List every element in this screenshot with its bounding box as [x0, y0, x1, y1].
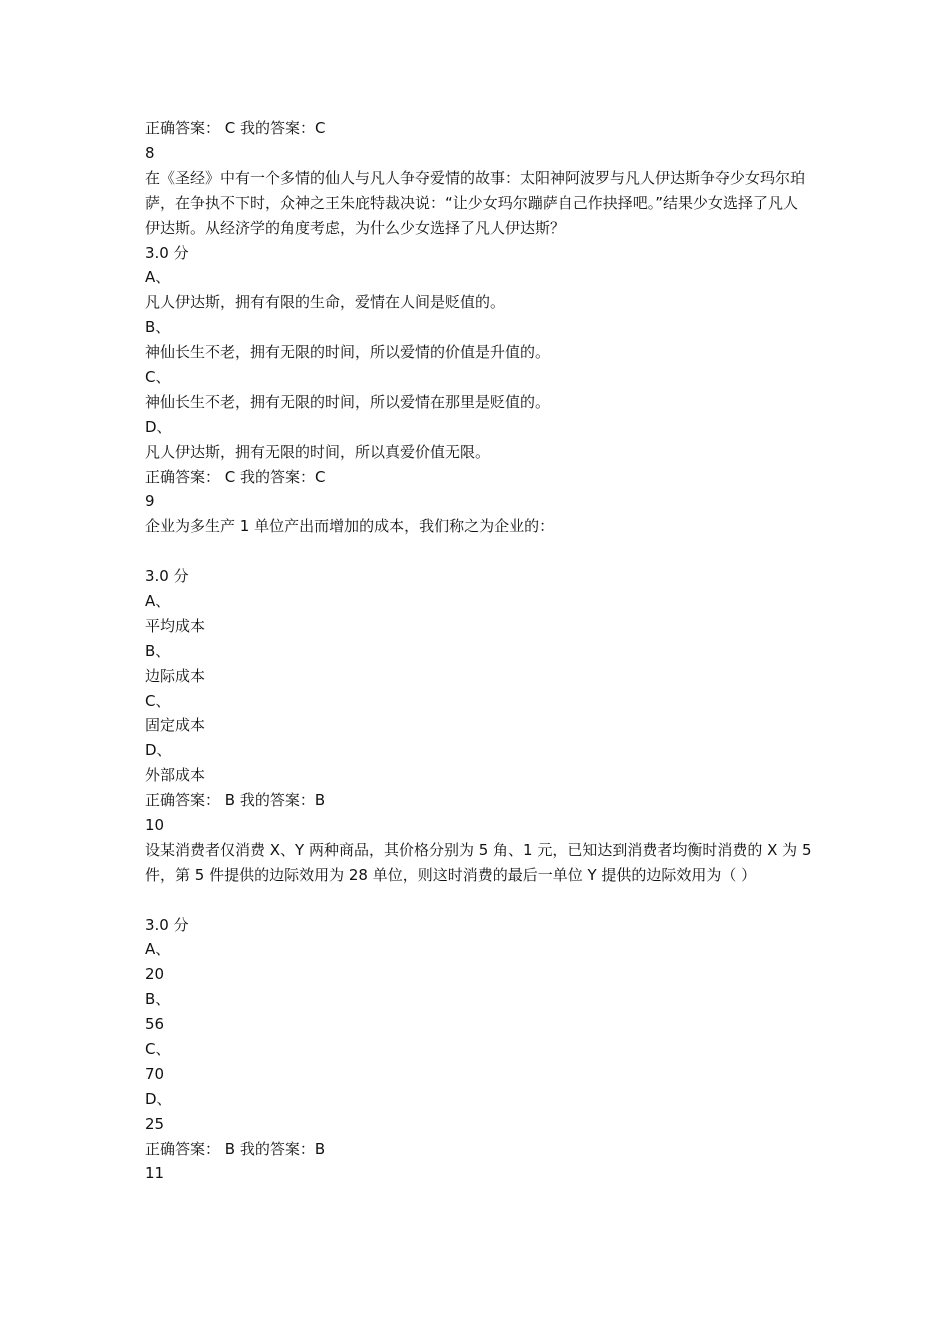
- question-text: 在《圣经》中有一个多情的仙人与凡人争夺爱情的故事：太阳神阿波罗与凡人伊达斯争夺少女玛尔珀萨，在争执不下时，众神之王朱庇特裁决说：“让少女玛尔蹦萨自己作抉择吧。”结果少女选择了凡人伊达斯。从经济学的角度考虑，为什么少女选择了凡人伊达斯？: [145, 168, 806, 237]
- blank-line: [145, 539, 813, 564]
- question-number: 9: [145, 492, 155, 511]
- question-number: 10: [145, 815, 165, 834]
- option-label: B、: [145, 641, 171, 660]
- blank-line: [145, 888, 813, 913]
- answer-line: 正确答案： C 我的答案：C: [145, 119, 326, 137]
- question-number: 8: [145, 143, 155, 162]
- option-text: 神仙长生不老，拥有无限的时间，所以爱情的价值是升值的。: [145, 343, 551, 362]
- question-score: 3.0 分: [145, 915, 189, 934]
- option-text: 25: [145, 1114, 165, 1133]
- option-label: A、: [145, 591, 171, 610]
- option-text: 平均成本: [145, 616, 206, 635]
- document-page: [145, 116, 813, 1186]
- option-text: 神仙长生不老，拥有无限的时间，所以爱情在那里是贬值的。: [145, 392, 551, 411]
- answer-line: 正确答案： B 我的答案：B: [145, 791, 326, 810]
- question-text: 设某消费者仅消费 X、Y 两种商品，其价格分别为 5 角、1 元，已知达到消费者均衡时消费的 X 为 5 件，第 5 件提供的边际效用为 28 单位，则这时消费的最后一单位 Y 提供的边际效用为（ ）: [145, 840, 812, 884]
- answer-line: 正确答案： B 我的答案：B: [145, 1139, 326, 1158]
- option-label: A、: [145, 940, 171, 959]
- option-label: C、: [145, 1040, 171, 1059]
- option-label: D、: [145, 417, 172, 436]
- option-label: D、: [145, 1089, 172, 1108]
- question-score: 3.0 分: [145, 243, 189, 262]
- option-label: C、: [145, 691, 171, 710]
- question-text: 企业为多生产 1 单位产出而增加的成本，我们称之为企业的：: [145, 517, 555, 536]
- answer-line: 正确答案： C 我的答案：C: [145, 467, 326, 486]
- option-label: B、: [145, 990, 171, 1009]
- option-text: 56: [145, 1015, 165, 1034]
- option-text: 20: [145, 965, 165, 984]
- option-label: C、: [145, 367, 171, 386]
- option-label: D、: [145, 741, 172, 760]
- option-text: 固定成本: [145, 716, 206, 735]
- question-number: 11: [145, 1164, 165, 1183]
- option-label: B、: [145, 318, 171, 337]
- option-text: 外部成本: [145, 766, 206, 785]
- option-text: 边际成本: [145, 666, 206, 685]
- option-text: 凡人伊达斯，拥有无限的时间，所以真爱价值无限。: [145, 442, 491, 461]
- option-text: 70: [145, 1064, 165, 1083]
- option-text: 凡人伊达斯，拥有有限的生命，爱情在人间是贬值的。: [145, 293, 506, 312]
- question-score: 3.0 分: [145, 567, 189, 586]
- option-label: A、: [145, 268, 171, 287]
